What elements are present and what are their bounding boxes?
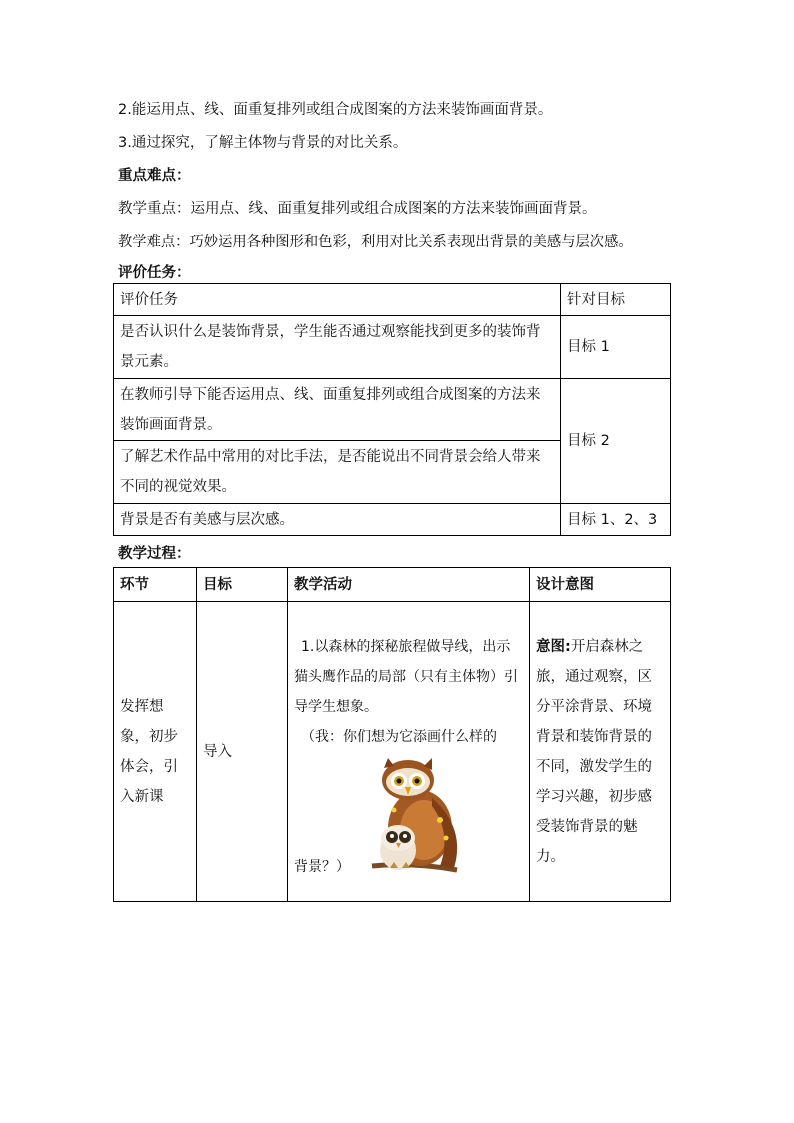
owl-image	[362, 758, 472, 878]
proc-stage-text: 发挥想象，初步体会，引入新课	[120, 698, 178, 805]
evaluation-heading: 评价任务：	[118, 265, 191, 281]
process-heading: 教学过程：	[118, 546, 191, 562]
objective-3: 3.通过探究，了解主体物与背景的对比关系。	[118, 135, 408, 151]
evaluation-table	[113, 283, 671, 536]
proc-intent-text: 开启森林之旅，通过观察，区分平涂背景、环境背景和装饰背景的不同，激发学生的学习兴趣，初步感受装饰背景的魅力。	[536, 639, 652, 865]
key-points-heading: 重点难点：	[118, 168, 191, 184]
eval-target-2: 目标 2	[561, 379, 671, 504]
proc-col-intent: 设计意图	[530, 568, 671, 602]
proc-col-stage: 环节	[114, 568, 197, 602]
proc-goal-text: 导入	[203, 743, 232, 760]
proc-activity-p2: （我：你们想为它添画什么样的	[301, 729, 497, 745]
proc-activity-p1: 1.以森林的探秘旅程做导线，出示猫头鹰作品的局部（只有主体物）引导学生想象。	[294, 639, 518, 715]
eval-target-4: 目标 1、2、3	[561, 504, 671, 536]
process-table	[113, 567, 671, 902]
eval-task-2: 在教师引导下能否运用点、线、面重复排列或组合成图案的方法来装饰画面背景。	[114, 379, 561, 441]
proc-activity	[288, 602, 530, 902]
proc-col-activity: 教学活动	[288, 568, 530, 602]
eval-col-task: 评价任务	[114, 284, 561, 316]
proc-intent-label: 意图:	[536, 639, 571, 655]
proc-intent	[530, 602, 671, 902]
eval-target-1: 目标 1	[561, 316, 671, 379]
proc-activity-p3: 背景？）	[294, 859, 350, 875]
objective-2: 2.能运用点、线、面重复排列或组合成图案的方法来装饰画面背景。	[118, 102, 553, 118]
eval-col-target: 针对目标	[561, 284, 671, 316]
proc-col-goal: 目标	[197, 568, 288, 602]
eval-task-4: 背景是否有美感与层次感。	[114, 504, 561, 536]
proc-intent-block	[536, 632, 664, 872]
eval-task-3: 了解艺术作品中常用的对比手法，是否能说出不同背景会给人带来不同的视觉效果。	[114, 441, 561, 504]
teaching-focus: 教学重点：运用点、线、面重复排列或组合成图案的方法来装饰画面背景。	[118, 201, 597, 217]
proc-goal	[197, 602, 288, 902]
proc-stage	[114, 602, 197, 902]
teaching-difficulty: 教学难点：巧妙运用各种图形和色彩，利用对比关系表现出背景的美感与层次感。	[118, 234, 633, 250]
eval-task-1: 是否认识什么是装饰背景，学生能否通过观察能找到更多的装饰背景元素。	[114, 316, 561, 379]
